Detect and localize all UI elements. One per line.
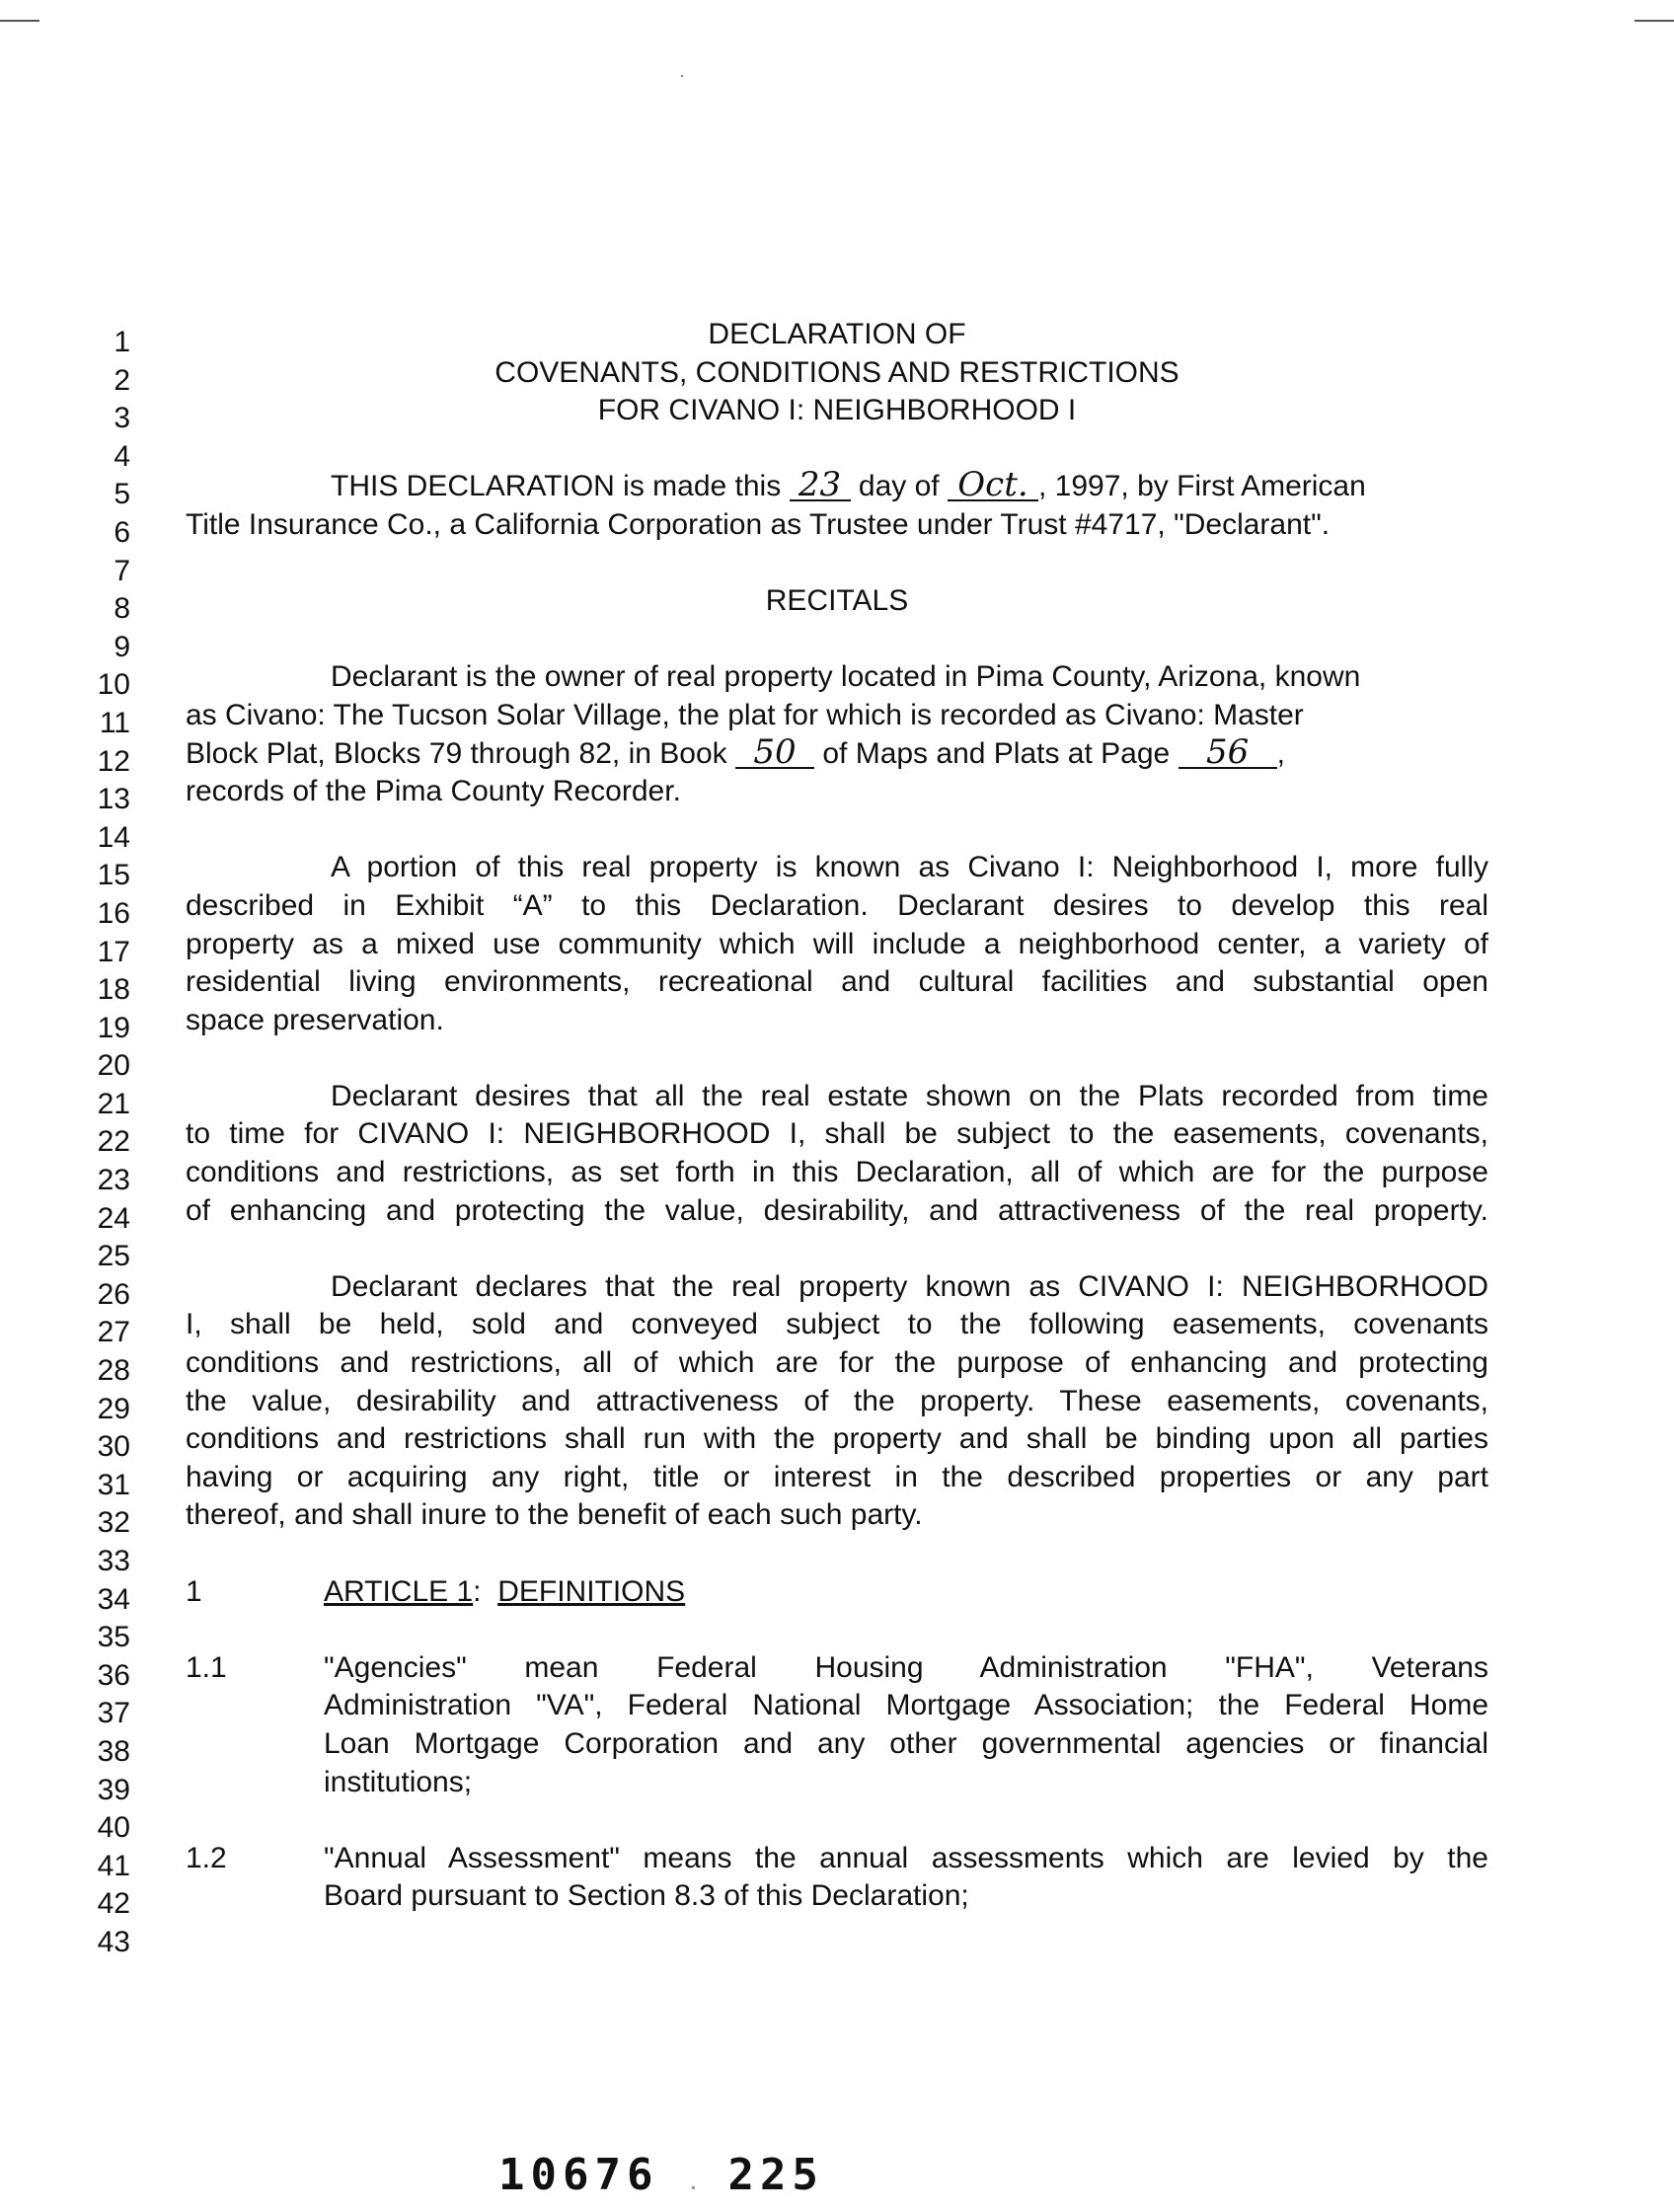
handwritten-book-number: 50 — [735, 737, 814, 769]
line-number: 22 — [97, 1125, 130, 1159]
line-number: 5 — [114, 478, 130, 511]
definition-line: Board pursuant to Section 8.3 of this Declaration; — [324, 1879, 969, 1913]
para1-line-4: records of the Pima County Recorder. — [186, 775, 681, 808]
para1-line-1: Declarant is the owner of real property located in Pima County, Arizona, known — [331, 660, 1361, 694]
handwritten-page-number: 56 — [1179, 737, 1277, 769]
para1-line-2: as Civano: The Tucson Solar Village, the plat for which is recorded as Civano: Master — [186, 698, 1304, 731]
para3-line-2: to time for CIVANO I: NEIGHBORHOOD I, shall be subject to the easements, covenants, — [186, 1117, 1488, 1151]
recording-stamp: 10676 . 225 — [498, 2150, 824, 2200]
para2-line-4: residential living environments, recreational and cultural facilities and substantial open — [186, 965, 1488, 999]
line-number: 26 — [97, 1277, 130, 1311]
scan-corner-mark-left — [0, 20, 39, 22]
line-number: 42 — [97, 1887, 130, 1921]
definition-line: Loan Mortgage Corporation and any other governmental agencies or financial — [324, 1726, 1488, 1760]
definition-number: 1.2 — [186, 1841, 227, 1874]
para2-line-2: described in Exhibit “A” to this Declaration. Declarant desires to develop this real — [186, 888, 1488, 922]
line-number: 38 — [97, 1734, 130, 1768]
article-number: 1 — [186, 1574, 202, 1608]
title-line-3: FOR CIVANO I: NEIGHBORHOOD I — [597, 394, 1077, 427]
recitals-heading: RECITALS — [765, 584, 909, 618]
scan-speck — [681, 75, 683, 77]
line-number: 28 — [97, 1354, 130, 1388]
line-number: 10 — [97, 668, 130, 702]
line-number: 21 — [97, 1087, 130, 1120]
para4-line-7: thereof, and shall inure to the benefit of each such party. — [186, 1498, 923, 1532]
line-number: 25 — [97, 1240, 130, 1273]
line-number: 6 — [114, 515, 130, 549]
line-number: 12 — [97, 744, 130, 778]
para2-line-3: property as a mixed use community which will include a neighborhood center, a variety of — [186, 927, 1488, 960]
recording-book-number: 10676 — [498, 2150, 659, 2200]
article-title: DEFINITIONS — [497, 1574, 686, 1608]
line-number: 19 — [97, 1011, 130, 1044]
line-number-column — [61, 324, 130, 1962]
para4-line-3: conditions and restrictions, all of which are for the purpose of enhancing and protecting — [186, 1346, 1488, 1380]
title-line-2: COVENANTS, CONDITIONS AND RESTRICTIONS — [495, 355, 1179, 389]
definition-line: "Annual Assessment" means the annual assessments which are levied by the — [324, 1841, 1488, 1874]
line-number: 4 — [114, 439, 130, 473]
line-number: 20 — [97, 1049, 130, 1083]
line-number: 14 — [97, 820, 130, 854]
line-number: 31 — [97, 1468, 130, 1501]
line-number: 41 — [97, 1849, 130, 1882]
definition-number: 1.1 — [186, 1650, 227, 1684]
para4-line-4: the value, desirability and attractiveness of the property. These easements, covenants, — [186, 1384, 1488, 1417]
line-number: 24 — [97, 1201, 130, 1235]
recording-page-number: 225 — [727, 2150, 824, 2200]
intro-line-2: Title Insurance Co., a California Corporation as Trustee under Trust #4717, "Declarant". — [186, 507, 1331, 541]
line-number: 7 — [114, 554, 130, 587]
line-number: 9 — [114, 630, 130, 663]
line-number: 13 — [97, 783, 130, 816]
line-number: 36 — [97, 1658, 130, 1692]
line-number: 17 — [97, 935, 130, 968]
article-label: ARTICLE 1 — [324, 1574, 474, 1608]
handwritten-day: 23 — [790, 470, 851, 501]
line-number: 29 — [97, 1392, 130, 1425]
handwritten-month: Oct. — [948, 470, 1038, 501]
line-number: 11 — [99, 706, 130, 739]
line-number: 32 — [97, 1506, 130, 1540]
definition-line: Administration "VA", Federal National Mortgage Association; the Federal Home — [324, 1689, 1488, 1722]
para3-line-4: of enhancing and protecting the value, desirability, and attractiveness of the real property. — [186, 1193, 1488, 1227]
para2-line-5: space preservation. — [186, 1003, 444, 1036]
line-number: 8 — [114, 592, 130, 626]
line-number: 23 — [97, 1164, 130, 1197]
para2-line-1: A portion of this real property is known as Civano I: Neighborhood I, more fully — [331, 851, 1488, 884]
para3-line-3: conditions and restrictions, as set forth in this Declaration, all of which are for the purpose — [186, 1156, 1488, 1189]
line-number: 15 — [97, 859, 130, 892]
line-number: 43 — [97, 1925, 130, 1958]
line-number: 40 — [97, 1811, 130, 1845]
line-number: 1 — [114, 326, 130, 358]
line-number: 30 — [97, 1430, 130, 1464]
para3-line-1: Declarant desires that all the real estate shown on the Plats recorded from time — [331, 1079, 1488, 1112]
line-number: 27 — [97, 1316, 130, 1349]
para4-line-5: conditions and restrictions shall run with the property and shall be binding upon all parties — [186, 1422, 1488, 1456]
line-number: 39 — [97, 1773, 130, 1806]
document-body — [186, 316, 1488, 1916]
para4-line-2: I, shall be held, sold and conveyed subject to the following easements, covenants — [186, 1308, 1488, 1341]
title-line-1: DECLARATION OF — [708, 318, 966, 350]
line-number: 16 — [97, 896, 130, 930]
line-number: 34 — [97, 1582, 130, 1616]
line-number: 3 — [114, 402, 130, 435]
scan-corner-mark-right — [1635, 20, 1674, 22]
intro-line-1: THIS DECLARATION is made this 23 day of Oct. , 1997, by First American — [331, 465, 1366, 505]
line-number: 37 — [97, 1697, 130, 1730]
definition-1-2 — [186, 1840, 1488, 1916]
para1-line-3: Block Plat, Blocks 79 through 82, in Book 50 of Maps and Plats at Page 56 , — [186, 731, 1285, 772]
definition-line: "Agencies" mean Federal Housing Administration "FHA", Veterans — [324, 1650, 1488, 1684]
para4-line-1: Declarant declares that the real property known as CIVANO I: NEIGHBORHOOD — [331, 1269, 1488, 1303]
line-number: 35 — [97, 1621, 130, 1654]
line-number: 2 — [114, 363, 130, 397]
article-1-heading: 1 ARTICLE 1: DEFINITIONS — [186, 1573, 1488, 1612]
definition-line: institutions; — [324, 1765, 473, 1798]
definition-1-1 — [186, 1649, 1488, 1801]
line-number: 18 — [97, 973, 130, 1007]
para4-line-6: having or acquiring any right, title or interest in the described properties or any part — [186, 1460, 1488, 1493]
line-number: 33 — [97, 1545, 130, 1577]
